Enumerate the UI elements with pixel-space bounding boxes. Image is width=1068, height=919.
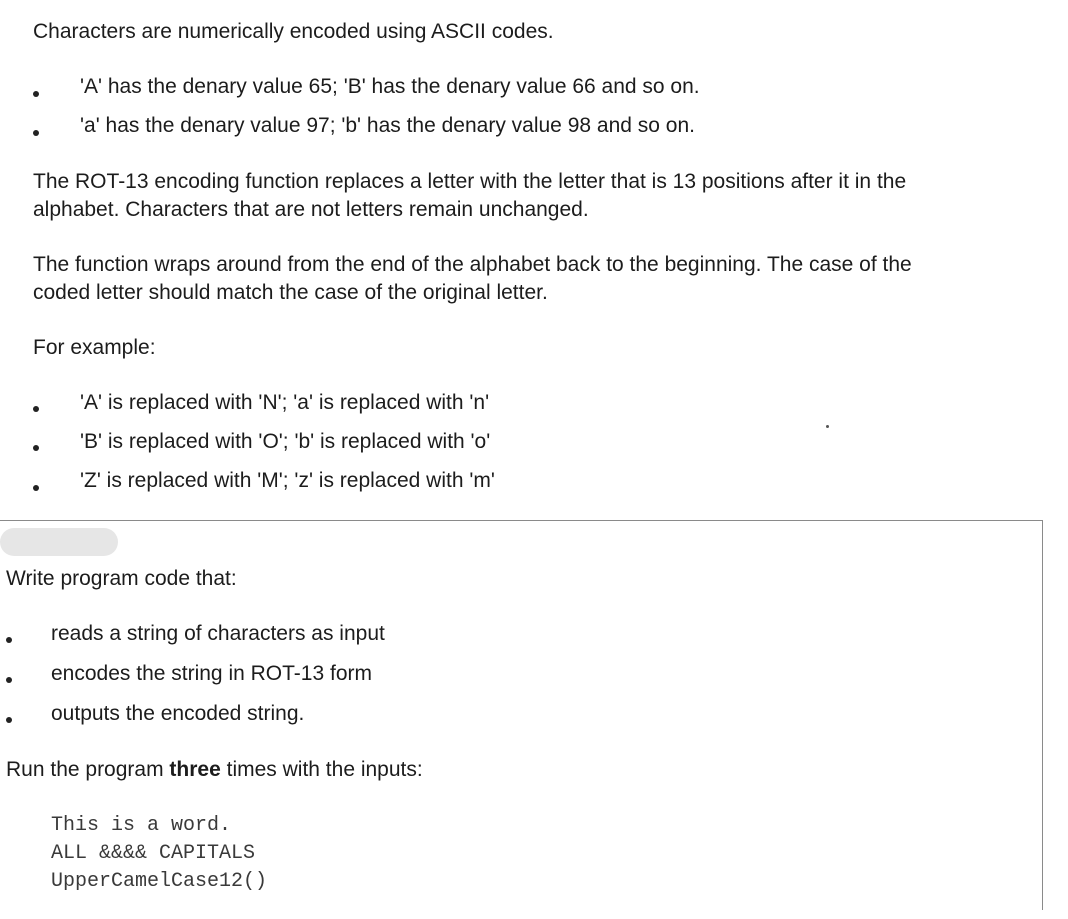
bullet-dot <box>33 406 39 412</box>
bullet-dot <box>6 717 12 723</box>
example-bullet-1: 'A' is replaced with 'N'; 'a' is replaced with 'n' <box>80 391 490 414</box>
answer-box-right-border <box>1042 520 1043 910</box>
bullet-dot <box>33 91 39 97</box>
intro-text: Characters are numerically encoded using ASCII codes. <box>33 20 554 43</box>
rot13-paragraph <box>33 168 1048 224</box>
redacted-smudge <box>0 528 118 556</box>
test-input-2: ALL &&&& CAPITALS <box>51 842 256 865</box>
task-bullet-3: outputs the encoded string. <box>51 702 305 725</box>
wrap-line-1: The function wraps around from the end of the alphabet back to the beginning. The case of the <box>33 253 912 276</box>
run-instruction <box>6 756 423 784</box>
intro-bullet-1: 'A' has the denary value 65; 'B' has the denary value 66 and so on. <box>80 75 700 98</box>
bullet-dot <box>33 485 39 491</box>
rot13-line-1: The ROT-13 encoding function replaces a letter with the letter that is 13 positions after it in the <box>33 170 907 193</box>
example-bullet-2: 'B' is replaced with 'O'; 'b' is replaced with 'o' <box>80 430 491 453</box>
bullet-dot <box>6 677 12 683</box>
bullet-dot <box>33 130 39 136</box>
run-prefix: Run the program <box>6 758 170 781</box>
wrap-line-2: coded letter should match the case of the original letter. <box>33 281 548 304</box>
test-input-1: This is a word. <box>51 814 232 837</box>
scan-speck <box>826 425 829 428</box>
run-suffix: times with the inputs: <box>220 758 423 781</box>
example-heading: For example: <box>33 336 156 359</box>
intro-bullet-2: 'a' has the denary value 97; 'b' has the denary value 98 and so on. <box>80 114 695 137</box>
task-intro: Write program code that: <box>6 567 237 590</box>
bullet-dot <box>33 445 39 451</box>
task-bullet-2: encodes the string in ROT-13 form <box>51 662 372 685</box>
bullet-dot <box>6 637 12 643</box>
example-bullet-3: 'Z' is replaced with 'M'; 'z' is replaced with 'm' <box>80 469 495 492</box>
wrap-paragraph <box>33 251 1048 307</box>
test-input-3: UpperCamelCase12() <box>51 870 268 893</box>
rot13-line-2: alphabet. Characters that are not letters remain unchanged. <box>33 198 589 221</box>
task-bullet-1: reads a string of characters as input <box>51 622 385 645</box>
run-count: three <box>169 758 221 781</box>
answer-box-top-border <box>0 520 1043 521</box>
